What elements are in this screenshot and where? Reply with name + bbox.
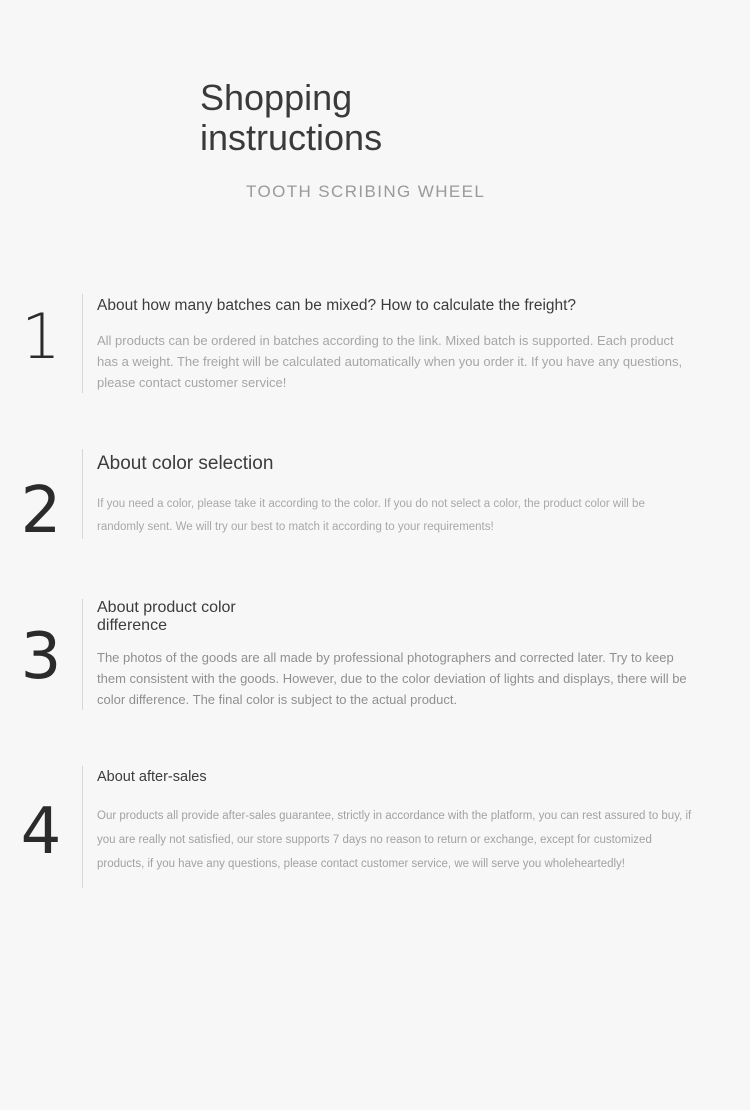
section-text: Our products all provide after-sales guarantee, strictly in accordance with the platform, you can rest assured to buy, if you are really not satisfied, our store supports 7 days no reason to return or exchange, except for customized products, if you have any questions, please contact customer service, we will serve you wholeheartedly! xyxy=(97,809,692,871)
instruction-sections xyxy=(0,294,750,888)
instruction-section xyxy=(0,599,750,710)
section-body xyxy=(82,294,750,393)
page-title: Shopping instructions xyxy=(200,77,383,158)
section-numeral: 4 xyxy=(20,795,62,870)
section-text: If you need a color, please take it according to the color. If you do not select a color, the product color will be randomly sent. We will try our best to match it according to your requirements! xyxy=(97,497,645,533)
section-title: About color selection xyxy=(97,453,274,475)
instruction-section xyxy=(0,449,750,549)
section-title: About how many batches can be mixed? How to calculate the freight? xyxy=(97,297,577,314)
instruction-section xyxy=(0,766,750,888)
section-numeral: 2 xyxy=(20,474,62,549)
section-text: All products can be ordered in batches according to the link. Mixed batch is supported. Each product has a weight. The freight will be calculated automatically when you order it. If you have any questions, please contact customer service! xyxy=(97,332,683,390)
page-subtitle: TOOTH SCRIBING WHEEL xyxy=(246,182,486,201)
section-numeral: 3 xyxy=(20,620,62,695)
section-numeral: 1 xyxy=(21,300,61,373)
section-body xyxy=(82,766,750,888)
section-title: About after-sales xyxy=(97,769,207,786)
section-title: About product color difference xyxy=(97,599,236,635)
section-text: The photos of the goods are all made by professional photographers and corrected later. Try to keep them consistent with the goods. However, due to the color deviation of lights and displays, there will be color difference. The final color is subject to the actual product. xyxy=(97,650,687,708)
section-body xyxy=(82,599,750,710)
instruction-section xyxy=(0,294,750,393)
section-body xyxy=(82,449,750,539)
page-header xyxy=(0,0,750,202)
